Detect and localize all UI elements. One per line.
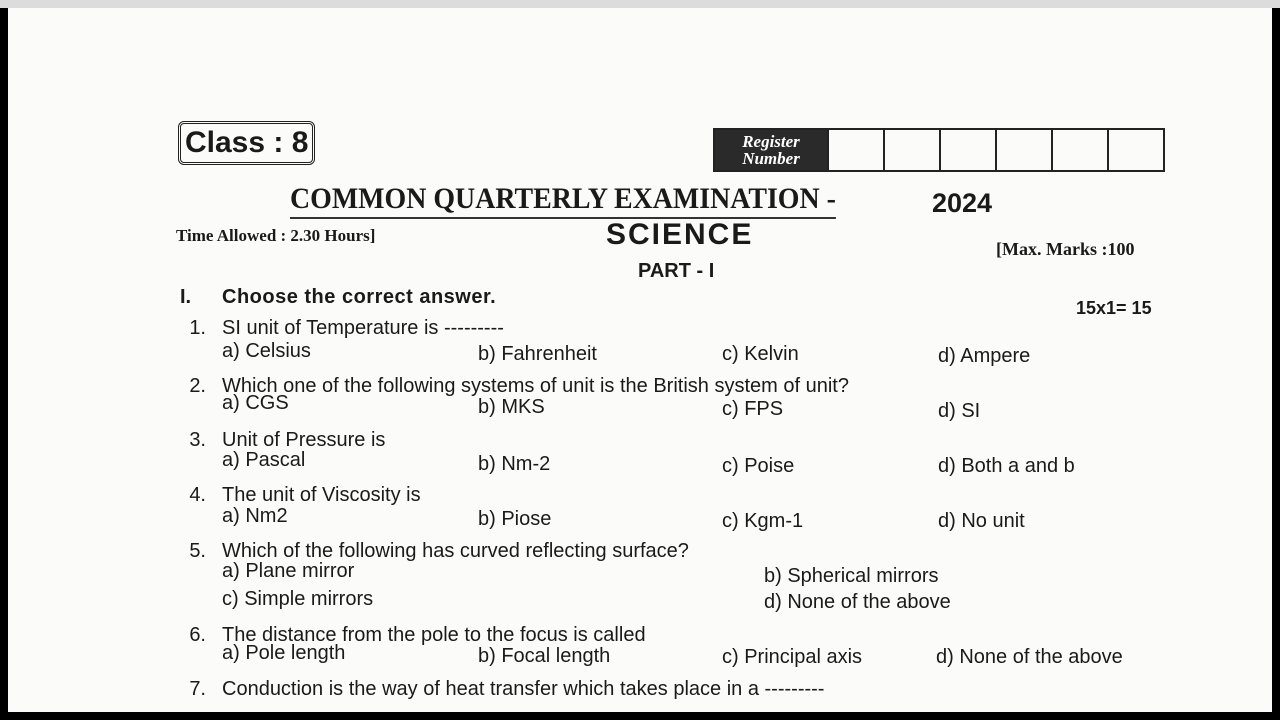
- register-number-label: [715, 130, 827, 170]
- question-number: 2.: [189, 375, 206, 397]
- answer-option: d) Both a and b: [938, 455, 1075, 477]
- question-text: The distance from the pole to the focus is called: [222, 624, 646, 646]
- register-cell: [939, 130, 995, 170]
- answer-option: c) FPS: [722, 398, 784, 420]
- question-number: 5.: [189, 540, 206, 562]
- question-text: Which of the following has curved reflecting surface?: [222, 540, 689, 562]
- question-number: 3.: [189, 429, 206, 451]
- question-number: 4.: [189, 484, 206, 506]
- answer-option: c) Kgm-1: [722, 510, 804, 532]
- question-text: Conduction is the way of heat transfer which takes place in a ---------: [222, 678, 825, 700]
- question-text: SI unit of Temperature is ---------: [222, 317, 504, 339]
- register-cell: [827, 130, 883, 170]
- question-text: Unit of Pressure is: [222, 429, 386, 451]
- answer-option: b) Piose: [478, 508, 552, 530]
- answer-option: c) Principal axis: [722, 646, 863, 668]
- register-label-line1: Register: [742, 132, 800, 151]
- register-cell: [1107, 130, 1163, 170]
- exam-title: COMMON QUARTERLY EXAMINATION -: [290, 181, 836, 219]
- exam-paper: [8, 8, 1272, 712]
- class-label: Class : 8: [178, 121, 315, 165]
- answer-option: b) Fahrenheit: [478, 343, 597, 365]
- answer-option: a) CGS: [222, 392, 289, 414]
- subject: SCIENCE: [606, 218, 754, 251]
- time-allowed: Time Allowed : 2.30 Hours]: [176, 226, 376, 245]
- answer-option: b) MKS: [478, 396, 545, 418]
- section-number: I.: [180, 286, 192, 308]
- part-heading: PART - I: [638, 260, 715, 282]
- register-cell: [995, 130, 1051, 170]
- answer-option: d) None of the above: [764, 591, 951, 613]
- answer-option: b) Nm-2: [478, 453, 551, 475]
- answer-option: a) Celsius: [222, 340, 311, 362]
- max-marks: [Max. Marks :100: [996, 239, 1135, 259]
- answer-option: c) Poise: [722, 455, 795, 477]
- answer-option: a) Nm2: [222, 505, 288, 527]
- top-border: [0, 0, 1280, 8]
- register-number-box: [713, 128, 1165, 172]
- exam-year: 2024: [932, 188, 993, 218]
- question-number: 1.: [189, 317, 206, 339]
- answer-option: d) SI: [938, 400, 981, 422]
- answer-option: b) Spherical mirrors: [764, 565, 939, 587]
- answer-option: d) No unit: [938, 510, 1025, 532]
- question-number: 7.: [189, 678, 206, 700]
- answer-option: a) Plane mirror: [222, 560, 355, 582]
- answer-option: a) Pole length: [222, 642, 346, 664]
- answer-option: d) None of the above: [936, 646, 1123, 668]
- section-title: Choose the correct answer.: [222, 286, 497, 308]
- register-cell: [883, 130, 939, 170]
- question-text: Which one of the following systems of unit is the British system of unit?: [222, 375, 849, 397]
- answer-option: c) Kelvin: [722, 343, 799, 365]
- register-cell: [1051, 130, 1107, 170]
- question-text: The unit of Viscosity is: [222, 484, 421, 506]
- answer-option: d) Ampere: [938, 345, 1031, 367]
- register-label-line2: Number: [742, 149, 800, 168]
- question-number: 6.: [189, 624, 206, 646]
- answer-option: c) Simple mirrors: [222, 588, 374, 610]
- answer-option: b) Focal length: [478, 645, 611, 667]
- section-marks: 15x1= 15: [1076, 298, 1152, 318]
- answer-option: a) Pascal: [222, 449, 306, 471]
